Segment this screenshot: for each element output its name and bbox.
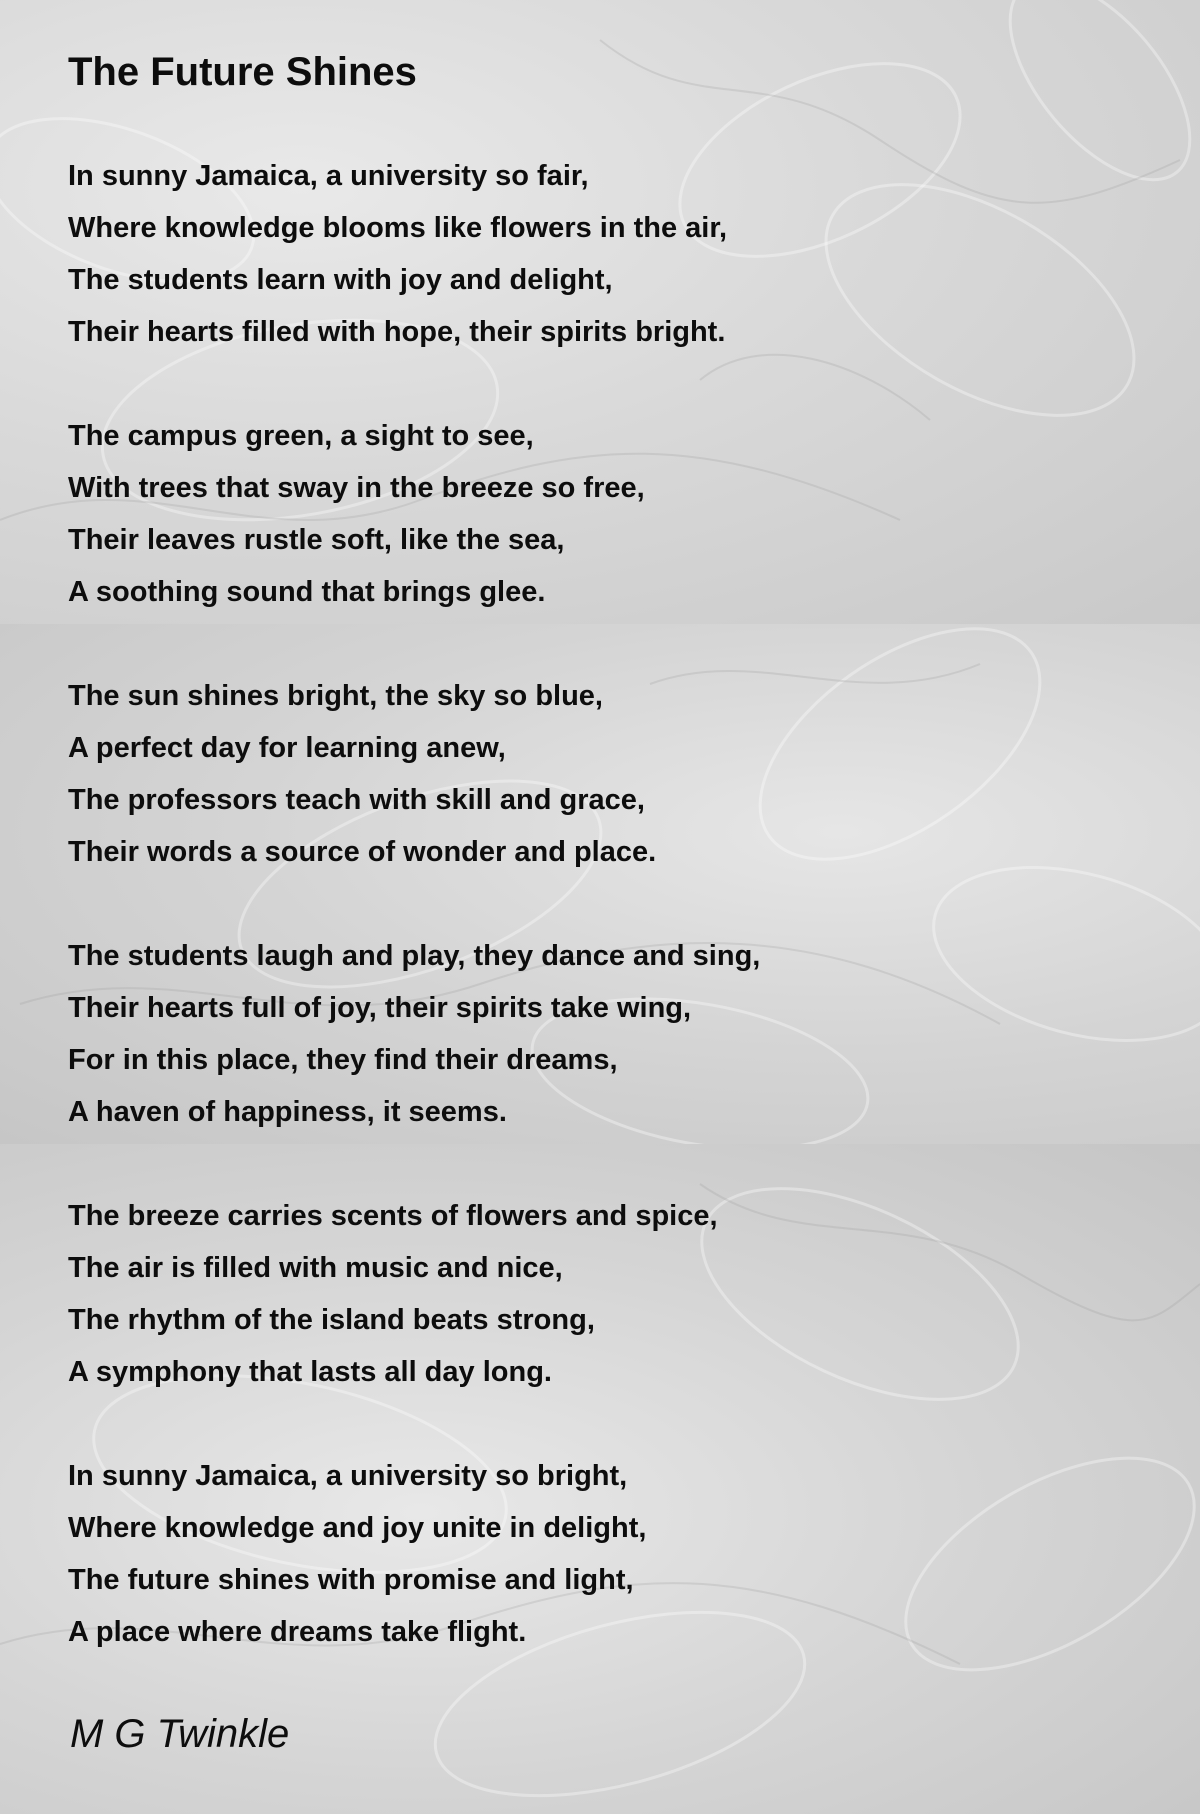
poem-line: A haven of happiness, it seems. xyxy=(68,1096,507,1128)
poem-line: Their hearts filled with hope, their spirits bright. xyxy=(68,316,726,348)
poem-line: The sun shines bright, the sky so blue, xyxy=(68,680,603,712)
poem-line: The professors teach with skill and grace, xyxy=(68,784,645,816)
poem-author: M G Twinkle xyxy=(70,1712,290,1756)
poem-line: The campus green, a sight to see, xyxy=(68,420,534,452)
poem-line: The students learn with joy and delight, xyxy=(68,264,613,296)
poem-line: The air is filled with music and nice, xyxy=(68,1252,563,1284)
stanza xyxy=(68,1190,718,1398)
stanza xyxy=(68,930,760,1138)
poem-line: The rhythm of the island beats strong, xyxy=(68,1304,595,1336)
poem-line: A perfect day for learning anew, xyxy=(68,732,506,764)
stanza xyxy=(68,150,727,358)
poem-line: Where knowledge blooms like flowers in the air, xyxy=(68,212,728,244)
poem-line: The students laugh and play, they dance and sing, xyxy=(68,940,761,972)
poem-line: In sunny Jamaica, a university so fair, xyxy=(68,160,589,192)
poem-line: Their leaves rustle soft, like the sea, xyxy=(68,524,565,556)
poem-line: A soothing sound that brings glee. xyxy=(68,576,546,608)
poem-line: The future shines with promise and light, xyxy=(68,1564,634,1596)
poem-line: With trees that sway in the breeze so free, xyxy=(68,472,645,504)
poem-line: The breeze carries scents of flowers and spice, xyxy=(68,1200,718,1232)
poem-line: In sunny Jamaica, a university so bright, xyxy=(68,1460,628,1492)
poem-line: Where knowledge and joy unite in delight, xyxy=(68,1512,647,1544)
poem-line: For in this place, they find their dreams, xyxy=(68,1044,618,1076)
poem-title: The Future Shines xyxy=(68,50,417,94)
poem-line: Their hearts full of joy, their spirits take wing, xyxy=(68,992,692,1024)
poem-line: A symphony that lasts all day long. xyxy=(68,1356,552,1388)
poem-line: Their words a source of wonder and place. xyxy=(68,836,657,868)
poem-line: A place where dreams take flight. xyxy=(68,1616,527,1648)
stanza xyxy=(68,410,645,618)
stanza xyxy=(68,1450,646,1658)
stanza xyxy=(68,670,656,878)
